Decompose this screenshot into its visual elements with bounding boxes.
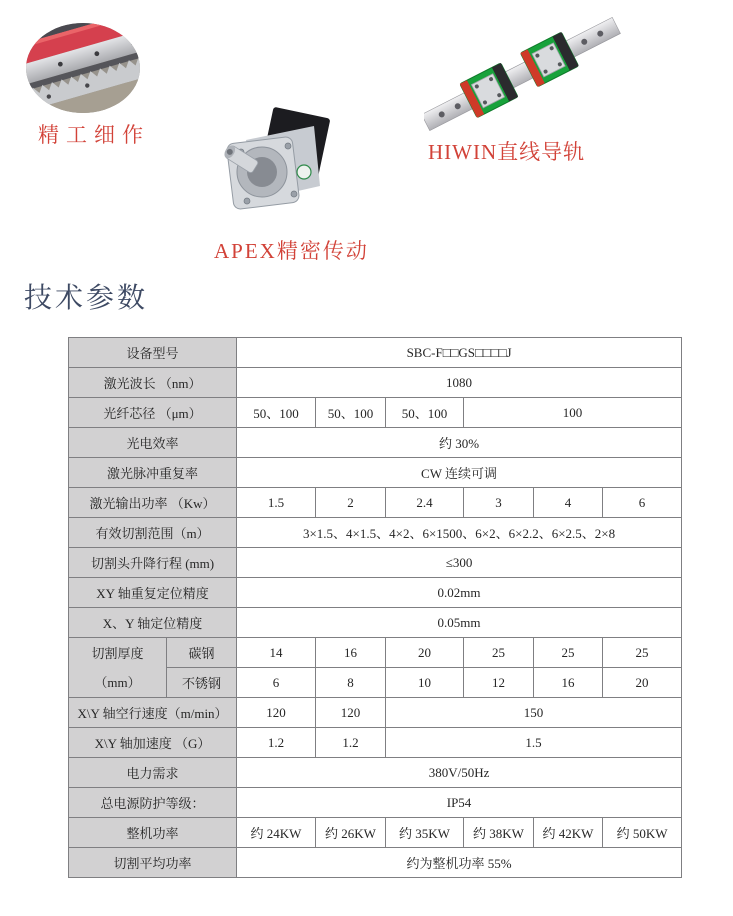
row-value: 2 (316, 488, 386, 518)
row-label: X\Y 轴空行速度（m/min） (69, 698, 237, 728)
row-value: 25 (603, 638, 682, 668)
row-value: 4 (534, 488, 603, 518)
row-value: 约 38KW (464, 818, 534, 848)
row-value: 150 (386, 698, 682, 728)
row-value: 3 (464, 488, 534, 518)
row-label: 光纤芯径 （μm） (69, 398, 237, 428)
rail-closeup-image (24, 20, 142, 116)
row-value: 25 (464, 638, 534, 668)
row-value: 100 (464, 398, 682, 428)
row-value: 6 (237, 668, 316, 698)
row-value: CW 连续可调 (237, 458, 682, 488)
row-value: 1.2 (316, 728, 386, 758)
row-value: 约 30% (237, 428, 682, 458)
row-value: 14 (237, 638, 316, 668)
table-row-z-stroke (69, 548, 682, 578)
row-value: 约 42KW (534, 818, 603, 848)
row-value: 20 (386, 638, 464, 668)
table-row-output-power (69, 488, 682, 518)
row-label: 激光脉冲重复率 (69, 458, 237, 488)
row-value: 8 (316, 668, 386, 698)
row-value: 1080 (237, 368, 682, 398)
table-row-acceleration (69, 728, 682, 758)
row-value: 1.5 (386, 728, 682, 758)
gearbox-illustration (216, 106, 334, 238)
table-row-rapid-speed (69, 698, 682, 728)
row-value: 约 50KW (603, 818, 682, 848)
row-value: 0.02mm (237, 578, 682, 608)
sub-label-carbon-steel: 碳钢 (167, 638, 237, 668)
row-label: 切割平均功率 (69, 848, 237, 878)
row-label: X、Y 轴定位精度 (69, 608, 237, 638)
row-value: 2.4 (386, 488, 464, 518)
row-value: IP54 (237, 788, 682, 818)
table-row-total-power (69, 818, 682, 848)
rail-closeup-caption: 精工细作 (38, 123, 150, 147)
row-value: 6 (603, 488, 682, 518)
row-value: 50、100 (237, 398, 316, 428)
row-value: 约为整机功率 55% (237, 848, 682, 878)
row-label: 激光波长 （nm） (69, 368, 237, 398)
row-value: 0.05mm (237, 608, 682, 638)
row-value: 10 (386, 668, 464, 698)
row-value: 380V/50Hz (237, 758, 682, 788)
row-value: 50、100 (386, 398, 464, 428)
table-row-position-accuracy (69, 608, 682, 638)
row-value: 120 (237, 698, 316, 728)
row-value: 约 24KW (237, 818, 316, 848)
spec-table (68, 337, 682, 878)
table-row-efficiency (69, 428, 682, 458)
row-label: 切割头升降行程 (mm) (69, 548, 237, 578)
row-value: 16 (534, 668, 603, 698)
table-row-wavelength (69, 368, 682, 398)
row-value: 1.5 (237, 488, 316, 518)
row-value: 3×1.5、4×1.5、4×2、6×1500、6×2、6×2.2、6×2.5、2×8 (237, 518, 682, 548)
table-row-repeat-accuracy (69, 578, 682, 608)
row-label: X\Y 轴加速度 （G） (69, 728, 237, 758)
row-label-thickness (69, 638, 167, 698)
row-value: ≤300 (237, 548, 682, 578)
gearbox-image (216, 106, 334, 238)
row-label: 激光输出功率 （Kw） (69, 488, 237, 518)
table-row-pulse-rate (69, 458, 682, 488)
gearbox-caption: APEX精密传动 (214, 239, 369, 263)
row-value: 20 (603, 668, 682, 698)
row-value: 50、100 (316, 398, 386, 428)
thickness-label-top: 切割厚度 (91, 645, 144, 661)
table-row-cutting-range (69, 518, 682, 548)
table-row-power-supply (69, 758, 682, 788)
hiwin-rail-caption: HIWIN直线导轨 (428, 140, 586, 164)
section-title: 技术参数 (24, 283, 149, 314)
row-value: 12 (464, 668, 534, 698)
row-value: 约 35KW (386, 818, 464, 848)
hiwin-rail-illustration (424, 4, 622, 140)
row-value: 约 26KW (316, 818, 386, 848)
hiwin-rail-image (424, 4, 622, 140)
row-label: 设备型号 (69, 338, 237, 368)
row-value: 1.2 (237, 728, 316, 758)
row-value: 120 (316, 698, 386, 728)
row-label: 总电源防护等级： (69, 788, 237, 818)
row-label: 有效切割范围（m） (69, 518, 237, 548)
row-value: SBC-F□□GS□□□□J (237, 338, 682, 368)
table-row-fiber-core (69, 398, 682, 428)
sub-label-stainless-steel: 不锈钢 (167, 668, 237, 698)
table-row-thickness-carbon (69, 638, 682, 668)
table-row-protection-rating (69, 788, 682, 818)
row-value: 25 (534, 638, 603, 668)
row-label: 光电效率 (69, 428, 237, 458)
table-row-model (69, 338, 682, 368)
row-label: 整机功率 (69, 818, 237, 848)
thickness-label-bottom: （mm） (94, 674, 141, 690)
rail-closeup-illustration (24, 20, 142, 116)
table-row-average-power (69, 848, 682, 878)
row-value: 16 (316, 638, 386, 668)
row-label: 电力需求 (69, 758, 237, 788)
row-label: XY 轴重复定位精度 (69, 578, 237, 608)
